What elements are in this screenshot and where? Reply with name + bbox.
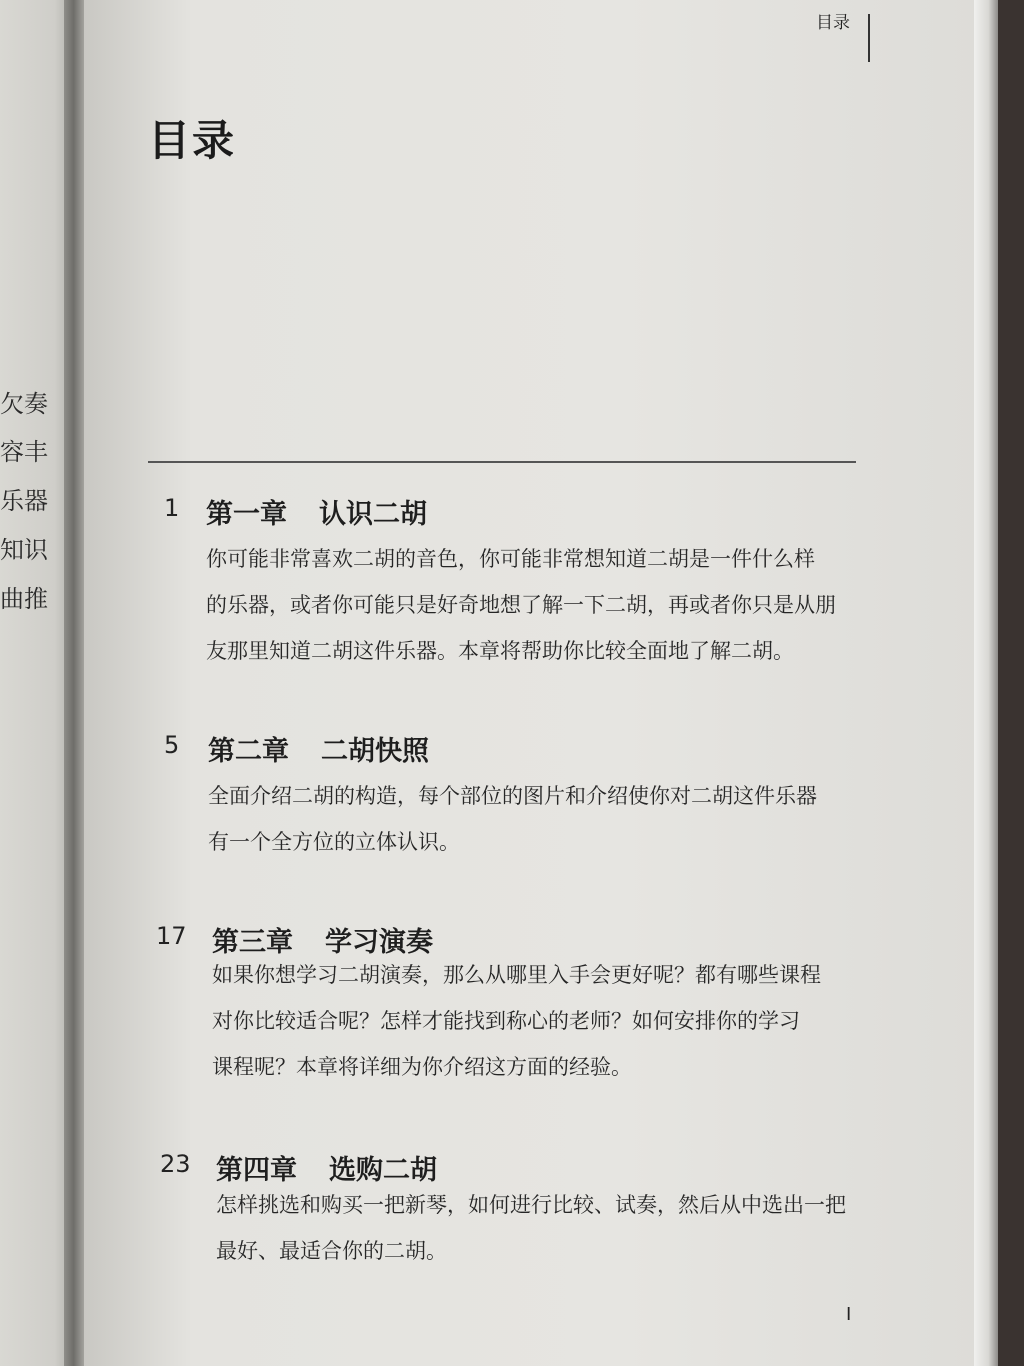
- facing-page-text: 乐器: [0, 487, 48, 515]
- entry-description: [206, 536, 836, 674]
- description-line: 怎样挑选和购买一把新琴，如何进行比较、试奏，然后从中选出一把: [216, 1193, 846, 1217]
- facing-page-text: 欠奏: [0, 390, 48, 418]
- description-line: 全面介绍二胡的构造，每个部位的图片和介绍使你对二胡这件乐器: [208, 784, 817, 808]
- chapter-number: 第三章: [212, 927, 293, 958]
- chapter-name: 二胡快照: [321, 736, 429, 767]
- description-line: 你可能非常喜欢二胡的音色，你可能非常想知道二胡是一件什么样: [206, 547, 815, 571]
- entry-description: [212, 952, 821, 1090]
- chapter-name: 认识二胡: [319, 499, 427, 530]
- page-edge: [974, 0, 998, 1366]
- chapter-name: 选购二胡: [329, 1155, 437, 1186]
- facing-page-text: 知识: [0, 536, 48, 564]
- description-line: 最好、最适合你的二胡。: [216, 1239, 447, 1263]
- divider: [148, 461, 856, 463]
- chapter-name: 学习演奏: [325, 927, 433, 958]
- description-line: 的乐器，或者你可能只是好奇地想了解一下二胡，再或者你只是从朋: [206, 593, 836, 617]
- page-title: 目录: [148, 116, 237, 165]
- entry-page-number: 17: [156, 922, 187, 950]
- description-line: 对你比较适合呢？怎样才能找到称心的老师？如何安排你的学习: [212, 1009, 800, 1033]
- entry-chapter: [208, 729, 429, 768]
- facing-page-text: 曲推: [0, 585, 48, 613]
- description-line: 如果你想学习二胡演奏，那么从哪里入手会更好呢？都有哪些课程: [212, 963, 821, 987]
- facing-page-text: 容丰: [0, 438, 48, 466]
- running-head-rule: [868, 14, 870, 62]
- chapter-number: 第一章: [206, 499, 287, 530]
- entry-description: [216, 1182, 846, 1274]
- chapter-number: 第二章: [208, 736, 289, 767]
- entry-page-number: 5: [164, 731, 180, 759]
- entry-page-number: 23: [160, 1150, 191, 1178]
- description-line: 友那里知道二胡这件乐器。本章将帮助你比较全面地了解二胡。: [206, 639, 794, 663]
- description-line: 有一个全方位的立体认识。: [208, 830, 460, 854]
- entry-page-number: 1: [164, 494, 180, 522]
- entry-chapter: [206, 492, 427, 531]
- entry-description: [208, 773, 817, 865]
- chapter-number: 第四章: [216, 1155, 297, 1186]
- page-number: I: [846, 1304, 852, 1325]
- description-line: 课程呢？本章将详细为你介绍这方面的经验。: [212, 1055, 632, 1079]
- running-head: 目录: [816, 13, 850, 33]
